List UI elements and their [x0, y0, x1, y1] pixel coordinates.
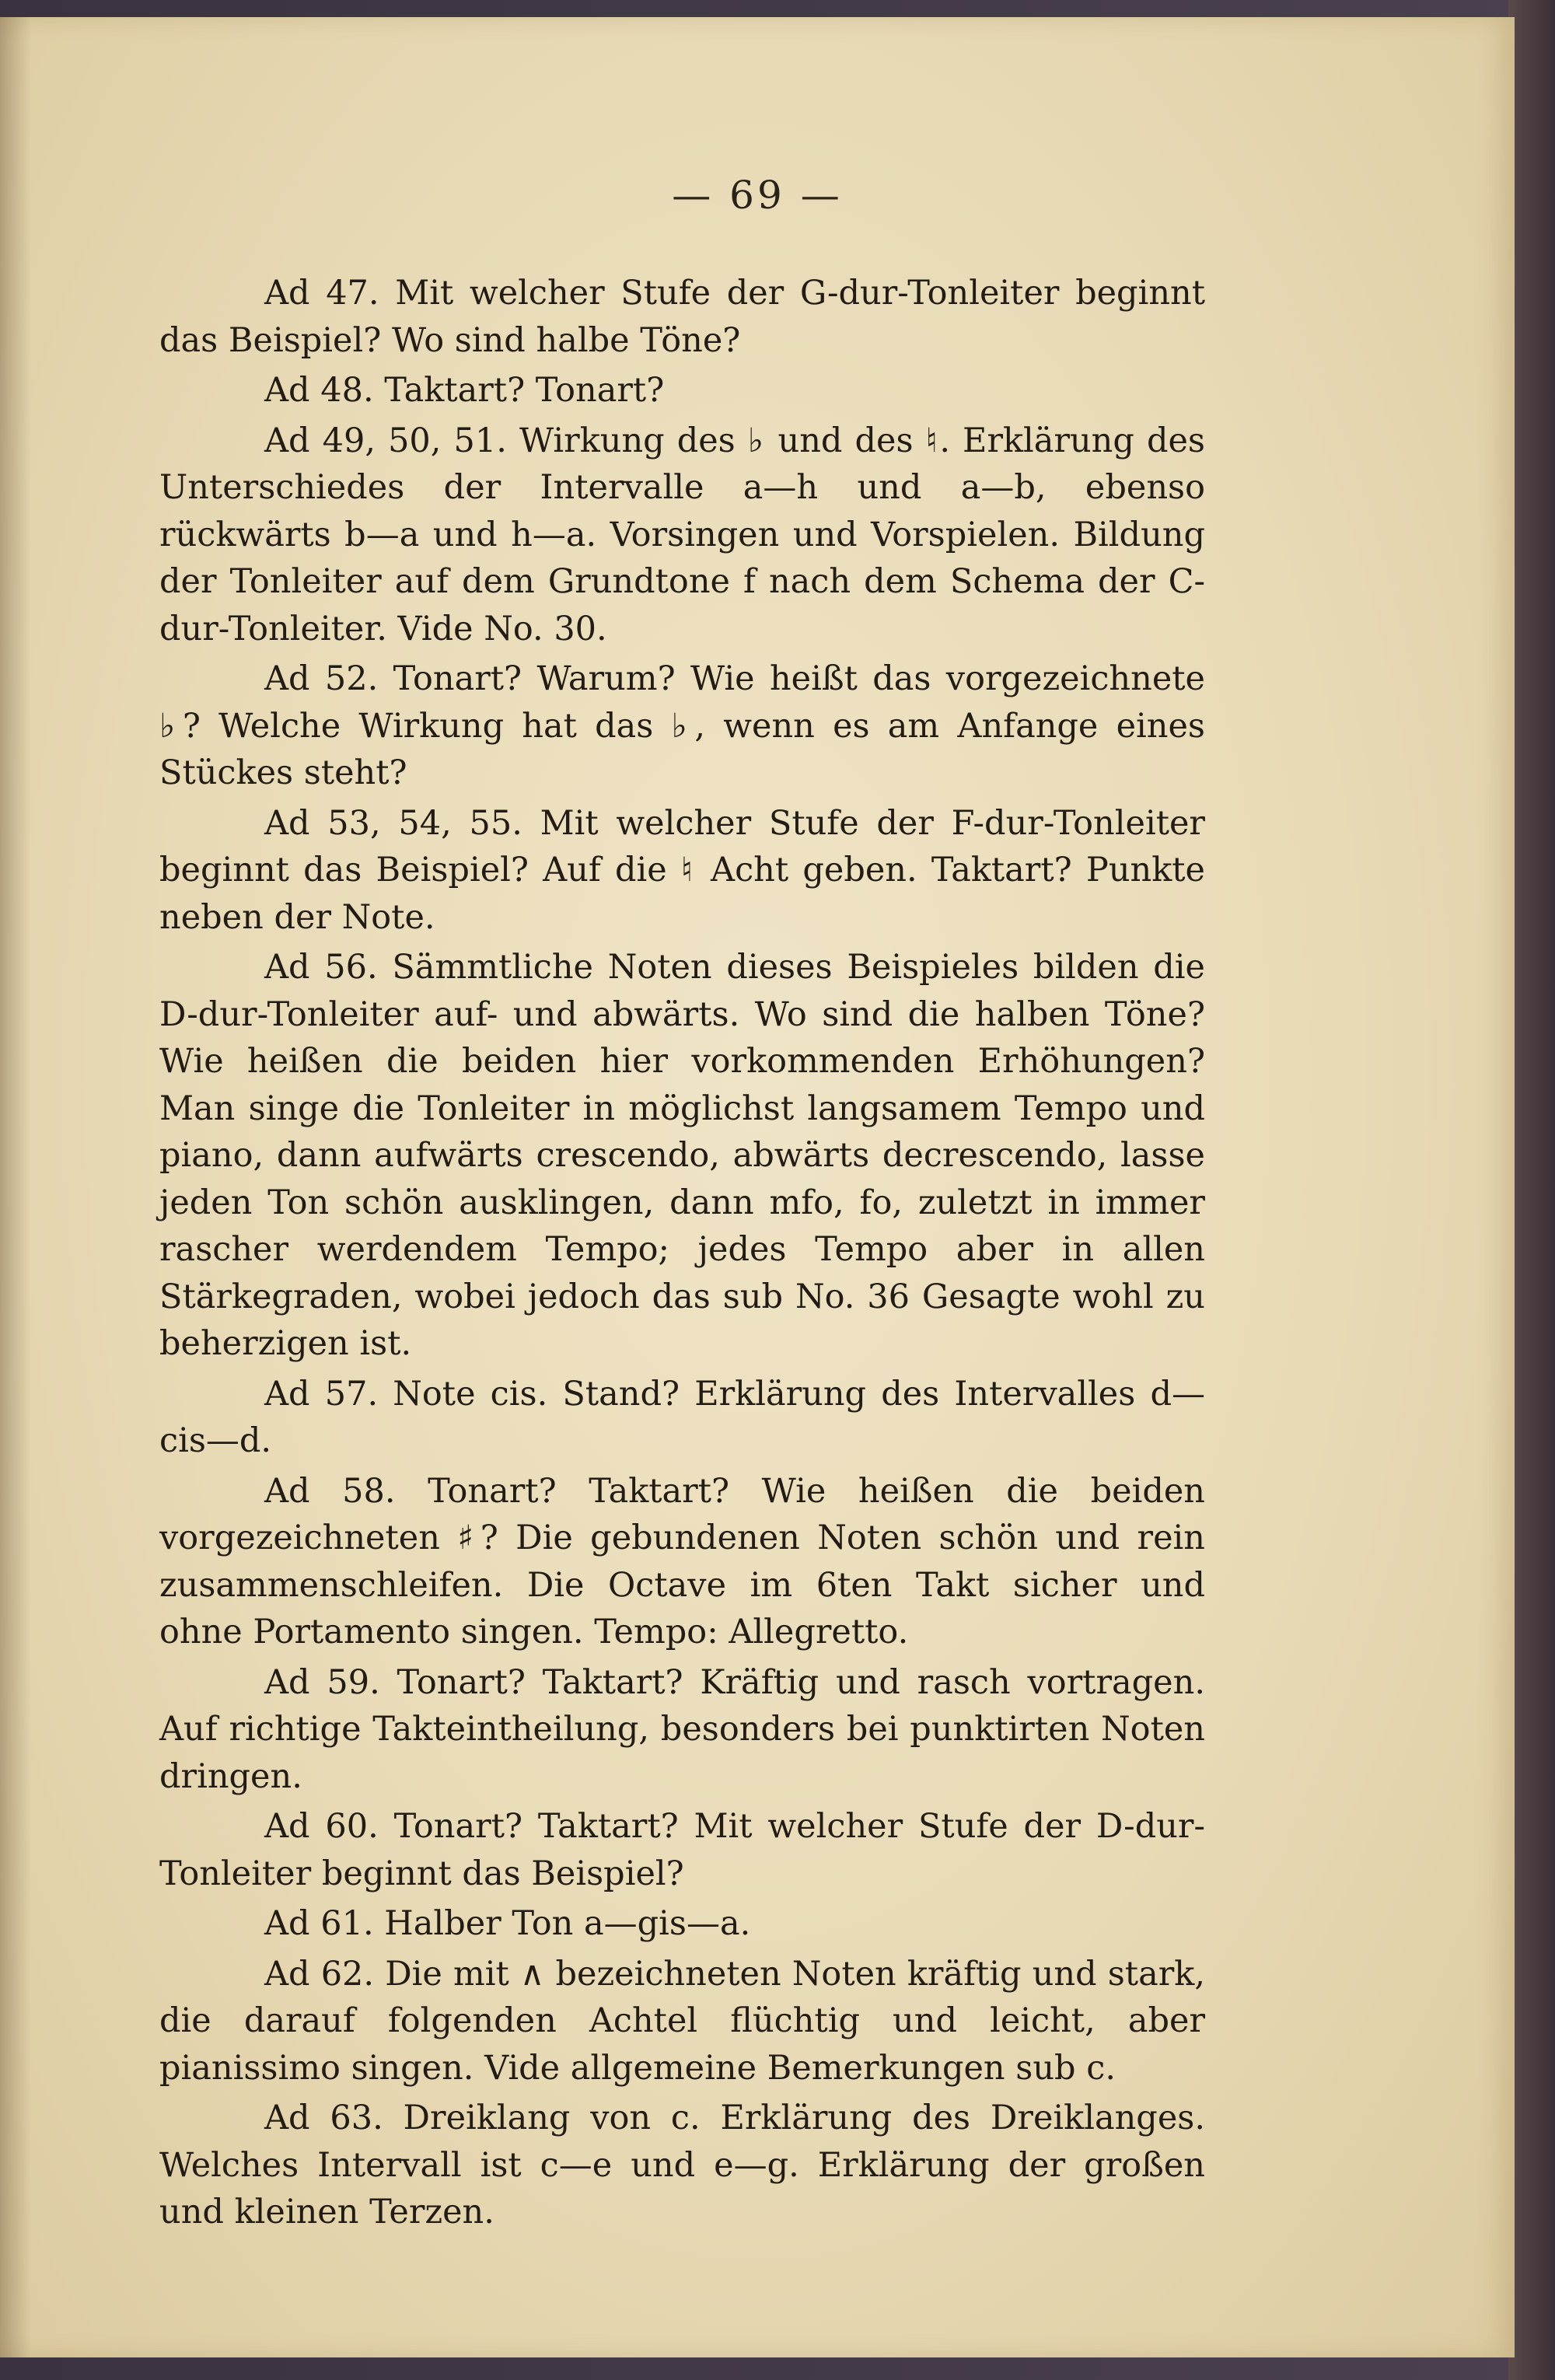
book-page	[0, 17, 1515, 2357]
paragraph-ad-47: Ad 47. Mit welcher Stufe der G-dur-Tonleiter beginnt das Beispiel? Wo sind halbe Töne?	[159, 274, 1205, 360]
paragraph-ad-63: Ad 63. Dreiklang von c. Erklärung des Dreiklanges. Welches Intervall ist c—e und e—g. Erklärung der großen und kleinen Terzen.	[159, 2099, 1205, 2231]
paragraph-ad-61: Ad 61. Halber Ton a—gis—a.	[264, 1904, 751, 1943]
paragraph-ad-57: Ad 57. Note cis. Stand? Erklärung des Intervalles d—cis—d.	[159, 1374, 1205, 1460]
paragraph-ad-53-55: Ad 53, 54, 55. Mit welcher Stufe der F-dur-Tonleiter beginnt das Beispiel? Auf die ♮ Acht geben. Taktart? Punkte neben der Note.	[159, 803, 1205, 937]
paragraph-ad-58: Ad 58. Tonart? Taktart? Wie heißen die beiden vorgezeichneten ♯? Die gebundenen Noten schön und rein zusammenschleifen. Die Octave im 6ten Takt sicher und ohne Portamento singen. Tempo: Allegretto.	[159, 1471, 1205, 1651]
paragraph-ad-49-51: Ad 49, 50, 51. Wirkung des ♭ und des ♮. Erklärung des Unterschiedes der Intervalle a—h und a—b, ebenso rückwärts b—a und h—a. Vorsingen und Vorspielen. Bildung der Tonleiter auf dem Grundtone f nach dem Schema der C-dur-Tonleiter. Vide No. 30.	[159, 421, 1205, 648]
spine-shadow	[0, 17, 31, 2357]
paragraph-ad-60: Ad 60. Tonart? Taktart? Mit welcher Stufe der D-dur-Tonleiter beginnt das Beispiel?	[159, 1807, 1205, 1893]
body-text	[159, 270, 1205, 2239]
paragraph-ad-52: Ad 52. Tonart? Warum? Wie heißt das vorgezeichnete ♭? Welche Wirkung hat das ♭, wenn es am Anfange eines Stückes steht?	[159, 659, 1205, 792]
paragraph-ad-59: Ad 59. Tonart? Taktart? Kräftig und rasch vortragen. Auf richtige Takteintheilung, besonders bei punktirten Noten dringen.	[159, 1662, 1205, 1796]
paragraph-ad-56: Ad 56. Sämmtliche Noten dieses Beispieles bilden die D-dur-Tonleiter auf- und abwärts. Wo sind die halben Töne? Wie heißen die beiden hier vorkommenden Erhöhungen? Man singe die Tonleiter in möglichst langsamem Tempo und piano, dann aufwärts crescendo, abwärts decrescendo, lasse jeden Ton schön ausklingen, dann mfo, fo, zuletzt in immer rascher werdendem Tempo; jedes Tempo aber in allen Stärkegraden, wobei jedoch das sub No. 36 Gesagte wohl zu beherzigen ist.	[159, 948, 1205, 1363]
paragraph-ad-62: Ad 62. Die mit ∧ bezeichneten Noten kräftig und stark, die darauf folgenden Achtel flüchtig und leicht, aber pianissimo singen. Vide allgemeine Bemerkungen sub c.	[159, 1954, 1205, 2088]
book-edge	[1508, 0, 1555, 2380]
paragraph-ad-48: Ad 48. Taktart? Tonart?	[264, 371, 665, 410]
page-number: — 69 —	[672, 173, 843, 218]
